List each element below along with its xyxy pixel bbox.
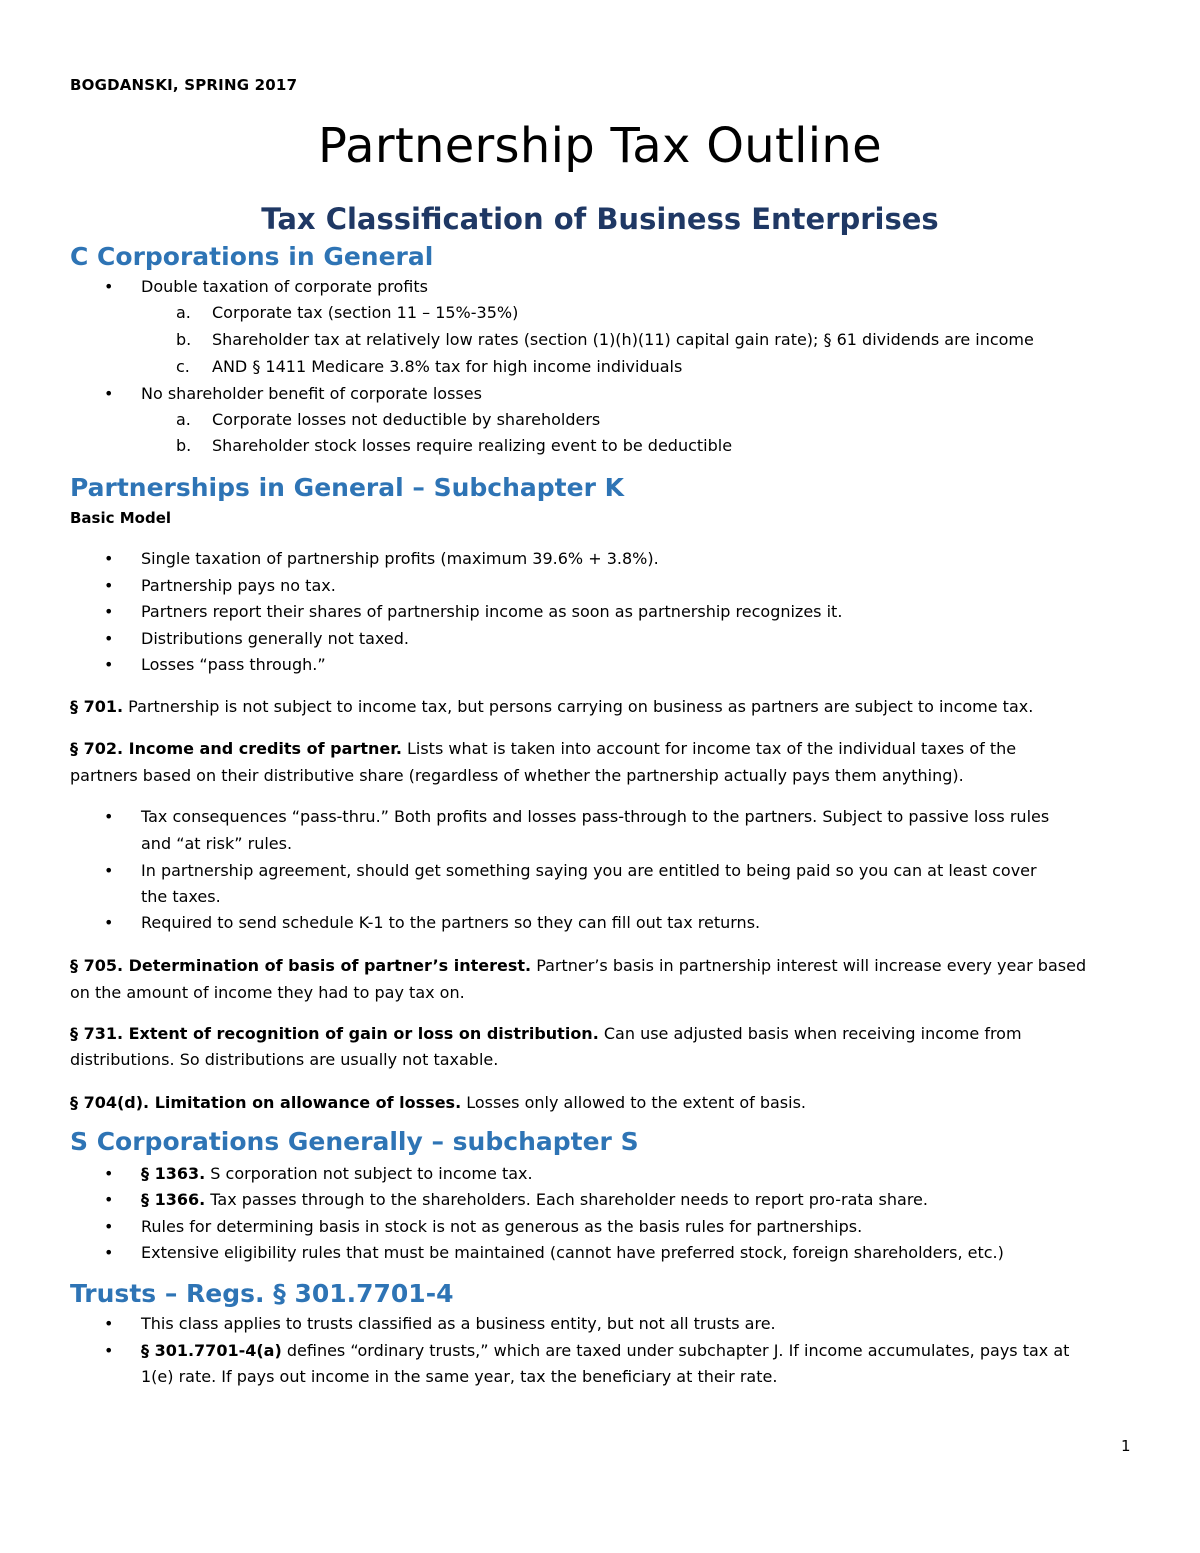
section-702-paragraph [70, 739, 1016, 758]
section-702-text-line2: partners based on their distributive share (regardless of whether the partnership actually pays them anything). [70, 766, 964, 785]
section-title: Tax Classification of Business Enterprises [261, 202, 939, 236]
document-title: Partnership Tax Outline [318, 118, 882, 174]
list-item-text: Distributions generally not taxed. [141, 629, 410, 648]
section-701-text: Partnership is not subject to income tax, but persons carrying on business as partners are subject to income tax. [123, 697, 1034, 716]
heading-trusts: Trusts – Regs. § 301.7701-4 [70, 1279, 454, 1308]
section-702-text: Lists what is taken into account for income tax of the individual taxes of the [401, 739, 1017, 758]
section-1363-text: S corporation not subject to income tax. [205, 1164, 533, 1183]
section-301-text: defines “ordinary trusts,” which are taxed under subchapter J. If income accumulates, pays tax at [281, 1341, 1070, 1360]
section-701-paragraph [70, 697, 1033, 716]
list-item-text: Single taxation of partnership profits (maximum 39.6% + 3.8%). [141, 549, 659, 568]
sub-list-label: a. [176, 410, 191, 429]
list-item-text: Losses “pass through.” [141, 655, 326, 674]
section-1366-text: Tax passes through to the shareholders. Each shareholder needs to report pro-rata share. [205, 1190, 928, 1209]
page-number: 1 [1121, 1437, 1131, 1455]
heading-partnerships: Partnerships in General – Subchapter K [70, 473, 624, 502]
section-731-label: § 731. Extent of recognition of gain or loss on distribution. [70, 1024, 599, 1043]
list-item-text: Double taxation of corporate profits [141, 277, 428, 296]
section-705-paragraph [70, 956, 1086, 975]
subheading-basic-model: Basic Model [70, 509, 172, 527]
sub-list-label: b. [176, 436, 192, 455]
sub-list-text: Shareholder tax at relatively low rates (section (1)(h)(11) capital gain rate); § 61 dividends are income [212, 330, 1034, 349]
page-header: BOGDANSKI, SPRING 2017 [70, 76, 298, 94]
section-702-label: § 702. Income and credits of partner. [70, 739, 402, 758]
sub-list-text: Shareholder stock losses require realizing event to be deductible [212, 436, 733, 455]
section-1363-label: § 1363. [141, 1164, 206, 1183]
section-731-text: Can use adjusted basis when receiving income from [598, 1024, 1022, 1043]
list-item-text: Partnership pays no tax. [141, 576, 336, 595]
section-704d-text: Losses only allowed to the extent of basis. [461, 1093, 806, 1112]
section-704d-label: § 704(d). Limitation on allowance of losses. [70, 1093, 462, 1112]
sub-list-text: AND § 1411 Medicare 3.8% tax for high income individuals [212, 357, 683, 376]
list-item-text [141, 1164, 533, 1183]
section-731-paragraph [70, 1024, 1022, 1043]
list-item-text-continued: the taxes. [141, 887, 221, 906]
section-705-label: § 705. Determination of basis of partner’s interest. [70, 956, 532, 975]
heading-s-corporations: S Corporations Generally – subchapter S [70, 1127, 639, 1156]
list-item-text: Required to send schedule K-1 to the partners so they can fill out tax returns. [141, 913, 761, 932]
list-item-text: Partners report their shares of partnership income as soon as partnership recognizes it. [141, 602, 843, 621]
sub-list-label: c. [176, 357, 190, 376]
list-item-text-continued: and “at risk” rules. [141, 834, 293, 853]
section-1366-label: § 1366. [141, 1190, 206, 1209]
list-item-text: This class applies to trusts classified as a business entity, but not all trusts are. [141, 1314, 776, 1333]
list-item-text-continued: 1(e) rate. If pays out income in the same year, tax the beneficiary at their rate. [141, 1367, 778, 1386]
list-item-text: Extensive eligibility rules that must be maintained (cannot have preferred stock, foreign shareholders, etc.) [141, 1243, 1004, 1262]
sub-list-text: Corporate losses not deductible by shareholders [212, 410, 601, 429]
section-701-label: § 701. [70, 697, 124, 716]
list-item-text: Tax consequences “pass-thru.” Both profits and losses pass-through to the partners. Subject to passive loss rules [141, 807, 1050, 826]
list-item-text [141, 1190, 928, 1209]
section-705-text: Partner’s basis in partnership interest will increase every year based [531, 956, 1087, 975]
section-301-label: § 301.7701-4(a) [141, 1341, 282, 1360]
section-731-text-line2: distributions. So distributions are usually not taxable. [70, 1050, 499, 1069]
heading-c-corporations: C Corporations in General [70, 242, 434, 271]
sub-list-text: Corporate tax (section 11 – 15%-35%) [212, 303, 519, 322]
sub-list-label: b. [176, 330, 192, 349]
list-item-text: In partnership agreement, should get something saying you are entitled to being paid so you can at least cover [141, 861, 1037, 880]
section-705-text-line2: on the amount of income they had to pay tax on. [70, 983, 465, 1002]
sub-list-label: a. [176, 303, 191, 322]
section-704d-paragraph [70, 1093, 806, 1112]
list-item-text [141, 1341, 1069, 1360]
list-item-text: Rules for determining basis in stock is not as generous as the basis rules for partnerships. [141, 1217, 863, 1236]
list-item-text: No shareholder benefit of corporate losses [141, 384, 482, 403]
